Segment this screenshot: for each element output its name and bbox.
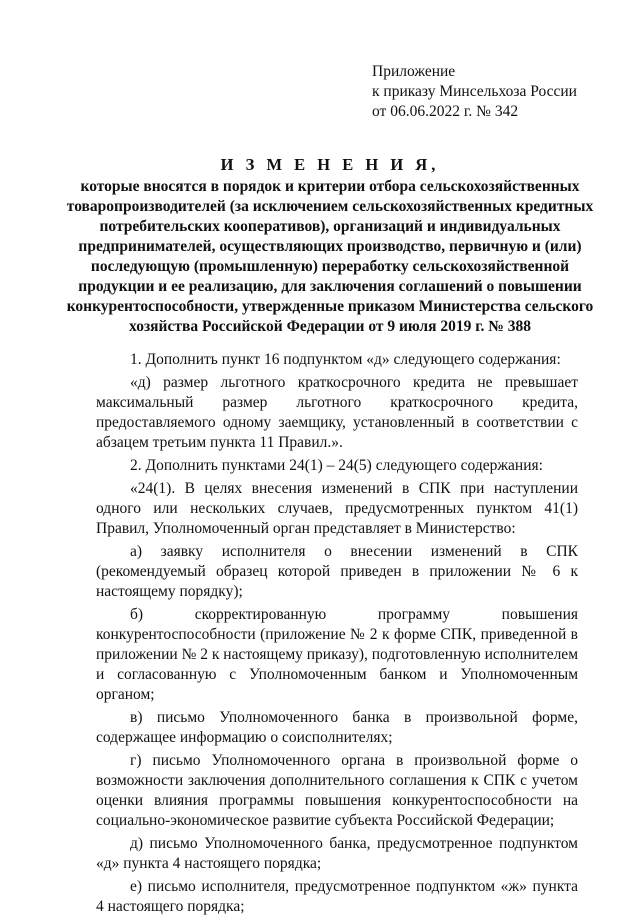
paragraph: е) письмо исполнителя, предусмотренное подпунктом «ж» пункта 4 настоящего порядка; (96, 878, 578, 915)
paragraph: «д) размер льготного краткосрочного кредита не превышает максимальный размер льготного краткосрочного кредита, предоставляемого одному заемщику, установленный в соответствии с абзацем третьим пункта 11 Правил.». (96, 374, 578, 451)
document-title (60, 155, 600, 337)
document-body (96, 350, 578, 920)
paragraph: «24(1). В целях внесения изменений в СПК при наступлении одного или нескольких случаев, предусмотренных пунктом 41(1) Правил, Уполномоченный орган представляет в Министерство: (96, 480, 578, 537)
paragraph: г) письмо Уполномоченного органа в произвольной форме о возможности заключения дополнительного соглашения к СПК с учетом оценки влияния программы повышения конкурентоспособности на социально-экономическое развитие субъекта Российской Федерации; (96, 752, 578, 829)
paragraph: а) заявку исполнителя о внесении изменений в СПК (рекомендуемый образец которой приведен в приложении № 6 к настоящему порядку); (96, 543, 578, 600)
paragraph: 2. Дополнить пунктами 24(1) – 24(5) следующего содержания: (130, 457, 543, 474)
appendix-label: Приложение (372, 63, 456, 80)
appendix-date-number: от 06.06.2022 г. № 342 (372, 103, 519, 120)
appendix-block (372, 62, 577, 122)
paragraph: в) письмо Уполномоченного банка в произвольной форме, содержащее информацию о соисполнителях; (96, 709, 578, 746)
appendix-order-ref: к приказу Минсельхоза России (372, 83, 577, 100)
paragraph: б) скорректированную программу повышения конкурентоспособности (приложение № 2 к форме СПК, приведенной в приложении № 2 к настоящему приказу), подготовленную исполнителем и согласованную с Уполномоченным банком и Уполномоченным органом; (96, 606, 578, 703)
paragraph: 1. Дополнить пункт 16 подпунктом «д» следующего содержания: (130, 351, 561, 368)
title-heading: И З М Е Н Е Н И Я, (220, 155, 440, 174)
title-subtitle: которые вносятся в порядок и критерии отбора сельскохозяйственных товаропроизводителей (за исключением сельскохозяйственных кредитных потребительских кооперативов), организаций и индивидуальных предпринимателей, осуществляющих производство, первичную и (или) последующую (промышленную) переработку сельскохозяйственной продукции и ее реализацию, для заключения соглашений о повышении конкурентоспособности, утвержденные приказом Министерства сельского хозяйства Российской Федерации от 9 июля 2019 г. № 388 (66, 178, 594, 335)
paragraph: д) письмо Уполномоченного банка, предусмотренное подпунктом «д» пункта 4 настоящего порядка; (96, 835, 578, 872)
